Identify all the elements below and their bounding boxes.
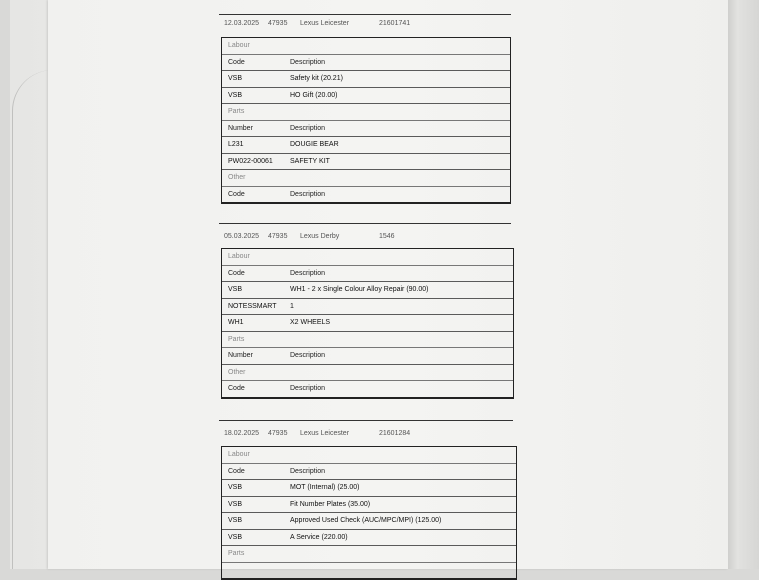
- code-cell: VSB: [228, 484, 243, 492]
- table-section-row: [222, 170, 510, 187]
- section-label: Parts: [228, 108, 245, 116]
- description-cell: X2 WHEELS: [290, 319, 331, 327]
- description-cell: Description: [290, 352, 326, 360]
- section-label: Labour: [228, 253, 250, 261]
- table-row: [222, 497, 516, 514]
- section-label: Other: [228, 174, 246, 182]
- description-cell: HO Gift (20.00): [290, 91, 338, 99]
- table-row: [222, 530, 516, 547]
- code-cell: VSB: [228, 75, 243, 83]
- description-cell: A Service (220.00): [290, 533, 348, 541]
- code-cell: Code: [228, 190, 245, 198]
- dealer-name: Lexus Leicester: [300, 20, 350, 27]
- code-cell: VSB: [228, 500, 243, 508]
- code-cell: Code: [228, 467, 245, 475]
- job-reference: 1546: [379, 233, 395, 240]
- table-header-row: [222, 121, 510, 138]
- table-section-row: [222, 365, 513, 382]
- section-label: Labour: [228, 42, 250, 50]
- description-cell: Description: [290, 190, 326, 198]
- description-cell: WH1 - 2 x Single Colour Alloy Repair (90.00): [290, 286, 429, 294]
- table-header-row: [222, 55, 510, 72]
- table-row: [222, 137, 510, 154]
- description-cell: Fit Number Plates (35.00): [290, 500, 371, 508]
- code-cell: PW022-00061: [228, 157, 273, 165]
- visit-items-table: [221, 37, 511, 204]
- section-label: Parts: [228, 335, 245, 343]
- code-cell: Code: [228, 269, 245, 277]
- code-cell: VSB: [228, 286, 243, 294]
- code-cell: L231: [228, 141, 244, 149]
- table-section-row: [222, 249, 513, 266]
- table-row: [222, 282, 513, 299]
- table-row: [222, 299, 513, 316]
- section-label: Labour: [228, 451, 250, 459]
- description-cell: Description: [290, 467, 326, 475]
- account-number: 47935: [268, 430, 288, 437]
- code-cell: VSB: [228, 533, 243, 541]
- description-cell: MOT (Internal) (25.00): [290, 484, 360, 492]
- code-cell: Code: [228, 58, 245, 66]
- page-curl: [12, 70, 53, 569]
- table-section-row: [222, 332, 513, 349]
- description-cell: DOUGIE BEAR: [290, 141, 339, 149]
- table-row: [222, 513, 516, 530]
- visit-items-table: [221, 248, 514, 399]
- table-row: [222, 71, 510, 88]
- table-row: [222, 88, 510, 105]
- table-row: [222, 154, 510, 171]
- table-header-row: [222, 381, 513, 397]
- code-cell: WH1: [228, 319, 244, 327]
- description-cell: Description: [290, 58, 326, 66]
- description-cell: Approved Used Check (AUC/MPC/MPI) (125.00): [290, 517, 442, 525]
- table-header-row: [222, 563, 516, 579]
- table-row: [222, 480, 516, 497]
- job-reference: 21601284: [379, 430, 411, 437]
- table-section-row: [222, 104, 510, 121]
- section-label: Other: [228, 368, 246, 376]
- account-number: 47935: [268, 20, 288, 27]
- job-reference: 21601741: [379, 20, 411, 27]
- paper-stack-edge: [728, 0, 759, 569]
- table-header-row: [222, 187, 510, 203]
- dealer-name: Lexus Derby: [300, 233, 340, 240]
- code-cell: VSB: [228, 517, 243, 525]
- description-cell: 1: [290, 302, 294, 310]
- description-cell: Description: [290, 124, 326, 132]
- code-cell: NOTESSMART: [228, 302, 277, 310]
- table-section-row: [222, 447, 516, 464]
- visit-separator-rule: [219, 420, 513, 421]
- visit-separator-rule: [219, 14, 511, 15]
- dealer-name: Lexus Leicester: [300, 430, 350, 437]
- table-section-row: [222, 38, 510, 55]
- account-number: 47935: [268, 233, 288, 240]
- visit-separator-rule: [219, 223, 511, 224]
- table-row: [222, 315, 513, 332]
- visit-date: 12.03.2025: [224, 20, 260, 27]
- description-cell: SAFETY KIT: [290, 157, 330, 165]
- description-cell: Description: [290, 269, 326, 277]
- description-cell: Description: [290, 385, 326, 393]
- table-header-row: [222, 348, 513, 365]
- code-cell: Number: [228, 124, 253, 132]
- section-label: Parts: [228, 550, 245, 558]
- visit-date: 05.03.2025: [224, 233, 260, 240]
- visit-items-table: [221, 446, 517, 580]
- code-cell: Number: [228, 352, 253, 360]
- table-section-row: [222, 546, 516, 563]
- visit-date: 18.02.2025: [224, 430, 260, 437]
- table-header-row: [222, 266, 513, 283]
- table-header-row: [222, 464, 516, 481]
- description-cell: Safety kit (20.21): [290, 75, 343, 83]
- code-cell: Code: [228, 385, 245, 393]
- code-cell: VSB: [228, 91, 243, 99]
